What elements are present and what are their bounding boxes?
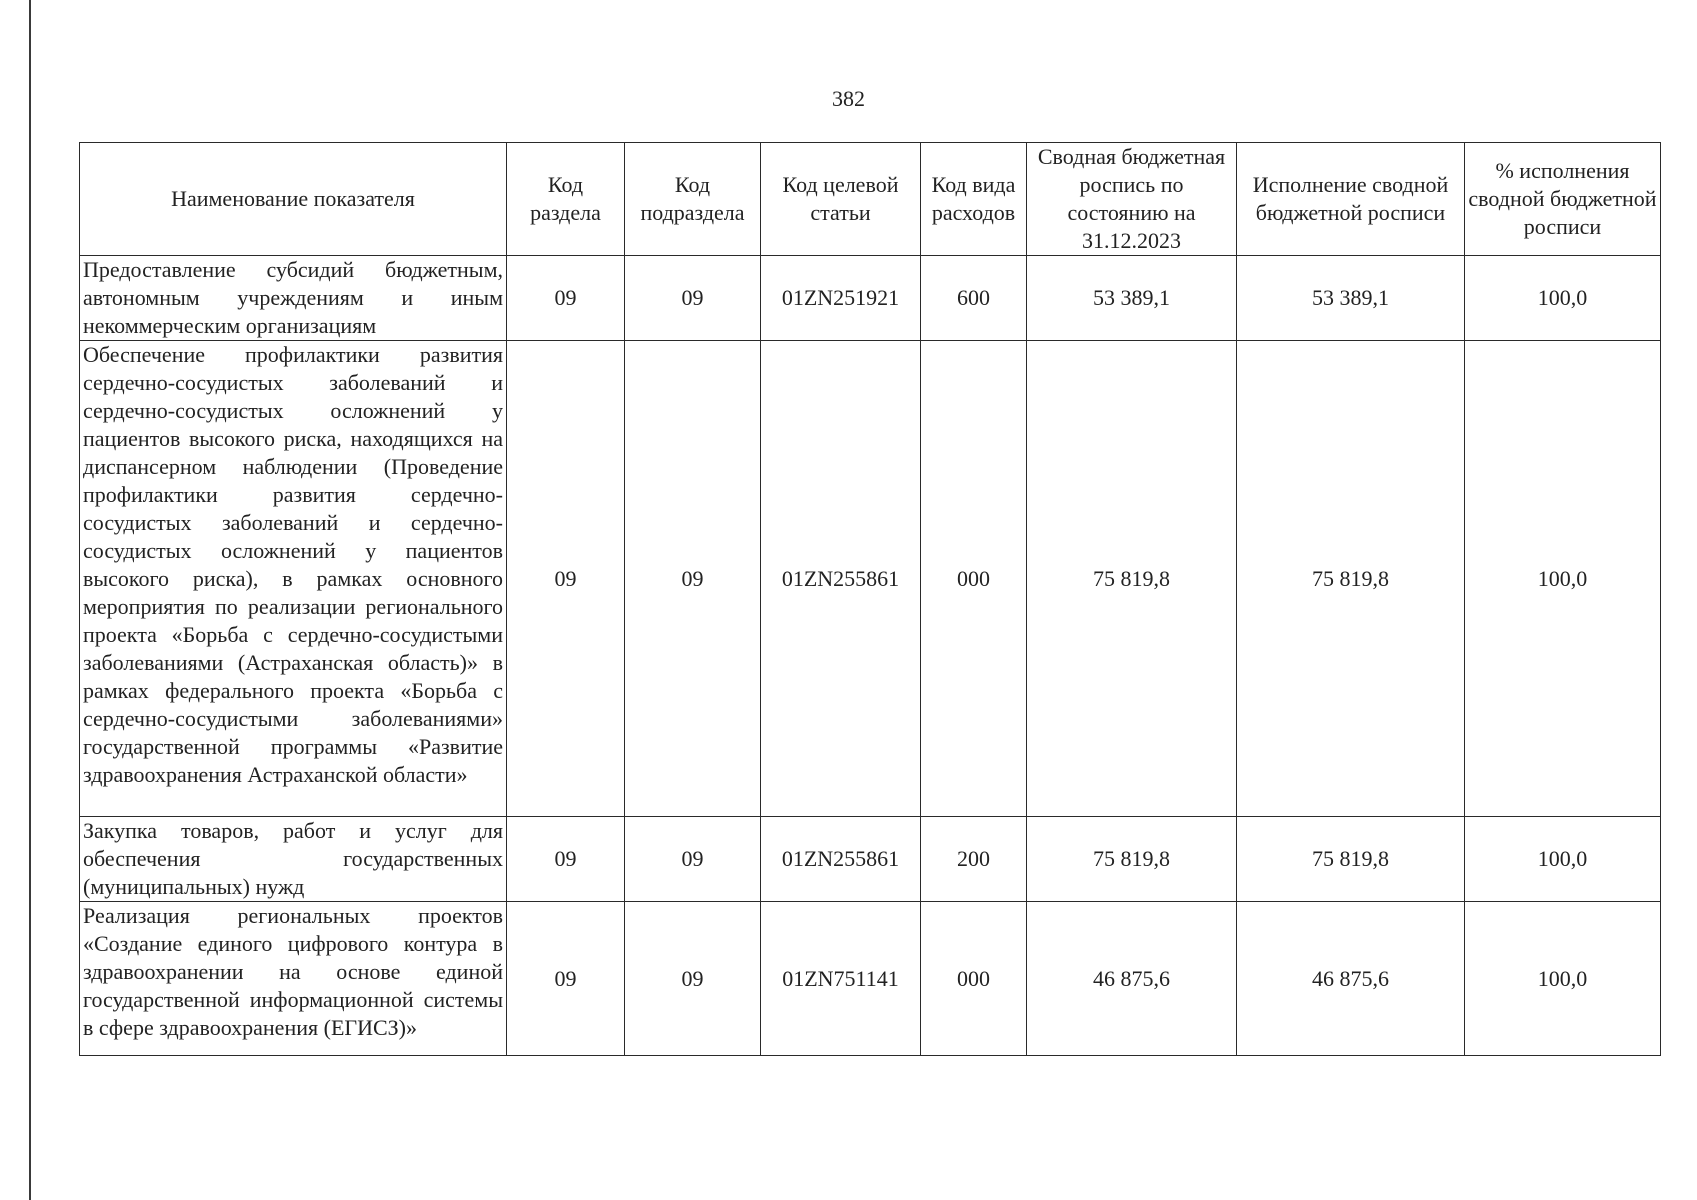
header-subsection-code: Код подраздела xyxy=(625,143,761,256)
cell-budget-execution: 46 875,6 xyxy=(1237,902,1465,1056)
table-row xyxy=(80,902,1661,1056)
cell-target-code: 01ZN751141 xyxy=(761,902,921,1056)
left-margin-line xyxy=(29,0,31,1200)
cell-execution-percent: 100,0 xyxy=(1465,902,1661,1056)
cell-budget-plan: 53 389,1 xyxy=(1027,256,1237,341)
cell-section-code: 09 xyxy=(507,341,625,817)
cell-section-code: 09 xyxy=(507,902,625,1056)
header-indicator-name: Наименование показателя xyxy=(80,143,507,256)
table-header-row xyxy=(80,143,1661,256)
header-target-code: Код целевой статьи xyxy=(761,143,921,256)
cell-subsection-code: 09 xyxy=(625,341,761,817)
cell-target-code: 01ZN251921 xyxy=(761,256,921,341)
header-budget-plan: Сводная бюджетная роспись по состоянию на 31.12.2023 xyxy=(1027,143,1237,256)
cell-budget-execution: 75 819,8 xyxy=(1237,341,1465,817)
cell-budget-plan: 75 819,8 xyxy=(1027,817,1237,902)
cell-budget-execution: 75 819,8 xyxy=(1237,817,1465,902)
cell-expense-type-code: 000 xyxy=(921,341,1027,817)
page-number: 382 xyxy=(832,86,865,111)
cell-target-code: 01ZN255861 xyxy=(761,817,921,902)
table-row xyxy=(80,341,1661,817)
cell-execution-percent: 100,0 xyxy=(1465,256,1661,341)
cell-indicator-name: Предоставление субсидий бюджетным, автономным учреждениям и иным некоммерческим организациям xyxy=(80,256,507,341)
header-section-code: Код раздела xyxy=(507,143,625,256)
header-expense-type-code: Код вида расходов xyxy=(921,143,1027,256)
cell-expense-type-code: 600 xyxy=(921,256,1027,341)
header-execution-percent: % исполнения сводной бюджетной росписи xyxy=(1465,143,1661,256)
table-row xyxy=(80,256,1661,341)
cell-budget-execution: 53 389,1 xyxy=(1237,256,1465,341)
cell-expense-type-code: 200 xyxy=(921,817,1027,902)
cell-execution-percent: 100,0 xyxy=(1465,817,1661,902)
cell-subsection-code: 09 xyxy=(625,256,761,341)
cell-indicator-name: Закупка товаров, работ и услуг для обеспечения государственных (муниципальных) нужд xyxy=(80,817,507,902)
cell-section-code: 09 xyxy=(507,817,625,902)
table-row xyxy=(80,817,1661,902)
cell-indicator-name: Реализация региональных проектов «Создание единого цифрового контура в здравоохранении на основе единой государственной информационной системы в сфере здравоохранения (ЕГИСЗ)» xyxy=(80,902,507,1056)
cell-subsection-code: 09 xyxy=(625,902,761,1056)
cell-indicator-name: Обеспечение профилактики развития сердечно-сосудистых заболеваний и сердечно-сосудистых осложнений у пациентов высокого риска, находящихся на диспансерном наблюдении (Проведение профилактики развития сердечно-сосудистых заболеваний и сердечно-сосудистых осложнений у пациентов высокого риска), в рамках основного мероприятия по реализации регионального проекта «Борьба с сердечно-сосудистыми заболеваниями (Астраханская область)» в рамках федерального проекта «Борьба с сердечно-сосудистыми заболеваниями» государственной программы «Развитие здравоохранения Астраханской области» xyxy=(80,341,507,817)
cell-execution-percent: 100,0 xyxy=(1465,341,1661,817)
cell-budget-plan: 46 875,6 xyxy=(1027,902,1237,1056)
cell-expense-type-code: 000 xyxy=(921,902,1027,1056)
cell-budget-plan: 75 819,8 xyxy=(1027,341,1237,817)
cell-section-code: 09 xyxy=(507,256,625,341)
cell-target-code: 01ZN255861 xyxy=(761,341,921,817)
header-budget-execution: Исполнение сводной бюджетной росписи xyxy=(1237,143,1465,256)
cell-subsection-code: 09 xyxy=(625,817,761,902)
budget-execution-table xyxy=(79,142,1661,1056)
